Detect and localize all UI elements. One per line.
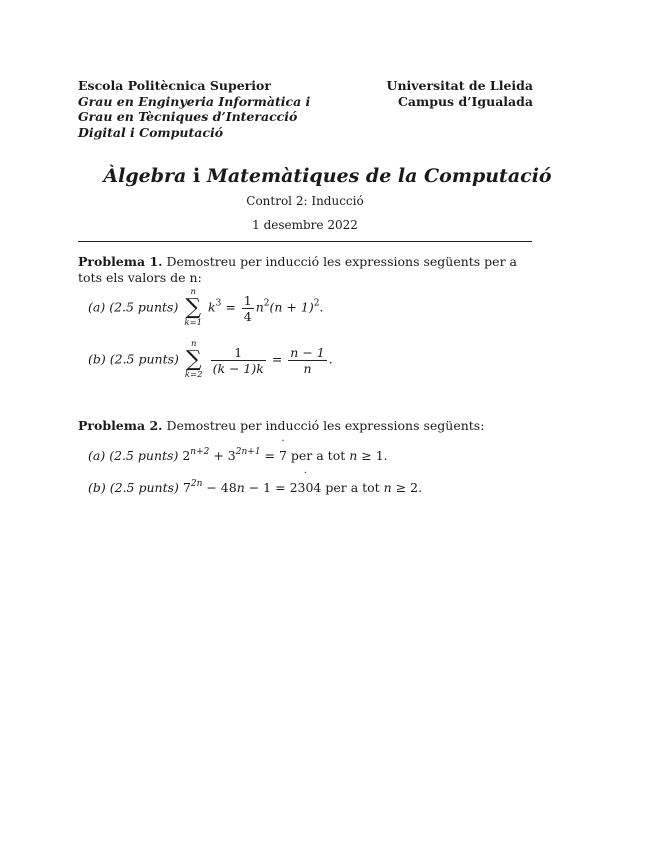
sum-term: k <box>208 299 216 315</box>
condition: ≥ 2. <box>391 480 423 495</box>
problem-2-label: Problema 2. <box>78 418 163 433</box>
problem-2-statement <box>78 418 534 434</box>
fraction-denominator: 4 <box>243 308 252 324</box>
degree-line-2: Grau en Tècniques d’Interacció <box>78 109 298 124</box>
item-tag: (a) <box>88 448 106 463</box>
title-part-2: Matemàtiques de la Computació <box>206 165 552 187</box>
item-tag: (b) <box>88 480 106 495</box>
title-joiner: i <box>192 165 201 187</box>
base: 7 <box>182 480 191 495</box>
condition: ≥ 1. <box>357 448 388 463</box>
degree-line-3: Digital i Computació <box>78 124 224 140</box>
campus-name: Campus d’Igualada <box>397 93 533 109</box>
exponent: n+2 <box>190 447 210 457</box>
item-tag: (b) <box>88 351 106 367</box>
problem-2-item-a <box>88 448 388 463</box>
problem-1-label: Problema 1. <box>78 254 163 269</box>
item-points: (2.5 punts) <box>109 299 179 315</box>
end-period: . <box>319 299 324 315</box>
item-points: (2.5 punts) <box>109 480 179 495</box>
fraction-denominator: (k − 1)k <box>212 360 264 376</box>
item-points: (2.5 punts) <box>109 351 179 367</box>
summation-symbol: n ∑ k=1 <box>184 287 203 328</box>
equals-sign: = <box>260 448 279 463</box>
summation-symbol: n ∑ k=2 <box>184 339 203 380</box>
plus-sign: + <box>209 448 228 463</box>
university-name: Universitat de Lleida <box>386 78 533 93</box>
fraction <box>242 293 254 324</box>
sum-lower-limit: k=1 <box>184 318 203 328</box>
fraction-numerator: 1 <box>234 344 243 360</box>
problem-1-text: Demostreu per inducció les expressions següents per a tots els valors de n: <box>78 254 517 285</box>
multiple-of: ˙ 2304 <box>290 480 322 495</box>
paren-expression: (n + 1) <box>269 299 314 315</box>
variable: n <box>255 299 264 315</box>
term-exponent: 3 <box>215 298 222 309</box>
fraction-numerator: n − 1 <box>290 344 325 360</box>
equals-sign: = <box>271 351 283 367</box>
sum-upper-limit: n <box>190 287 196 297</box>
variable: n <box>383 480 392 495</box>
header-left <box>78 78 310 140</box>
fraction-numerator: 1 <box>243 292 252 308</box>
school-name: Escola Politècnica Superior <box>78 78 271 93</box>
sum-lower-limit: k=2 <box>184 370 203 380</box>
exponent: 2 <box>263 298 270 309</box>
fraction <box>288 345 326 376</box>
problem-1-statement <box>78 254 534 286</box>
exam-subtitle: Control 2: Inducció <box>246 194 364 208</box>
title-part-1: Àlgebra <box>103 165 187 187</box>
problem-1-item-a <box>88 288 323 328</box>
fraction-denominator: n <box>288 360 326 376</box>
minus-equals: − 1 = <box>244 480 290 495</box>
item-tag: (a) <box>88 299 106 315</box>
variable: n <box>349 448 358 463</box>
condition-text: per a tot <box>321 480 384 495</box>
item-points: (2.5 punts) <box>109 448 179 463</box>
base: 2 <box>182 448 191 463</box>
fraction <box>211 345 266 376</box>
exponent: 2n+1 <box>235 447 261 457</box>
exponent: 2n <box>190 479 203 489</box>
exponent: 2 <box>313 298 320 309</box>
exam-date: 1 desembre 2022 <box>252 218 358 232</box>
variable: n <box>236 480 245 495</box>
end-period: . <box>328 351 333 367</box>
base: 3 <box>227 448 236 463</box>
problem-2-text: Demostreu per inducció les expressions següents: <box>166 418 485 433</box>
header-right <box>387 78 533 109</box>
minus-term: − 48 <box>202 480 237 495</box>
degree-line-1: Grau en Enginyeria Informàtica i <box>78 93 311 109</box>
problem-1-item-b <box>88 340 333 380</box>
condition-text: per a tot <box>286 448 350 463</box>
header-divider <box>78 241 532 242</box>
problem-2-item-b <box>88 480 422 495</box>
sum-upper-limit: n <box>190 339 197 349</box>
page-title <box>0 165 655 187</box>
multiple-of: ˙ 7 <box>279 448 287 463</box>
equals-sign: = <box>225 299 236 315</box>
